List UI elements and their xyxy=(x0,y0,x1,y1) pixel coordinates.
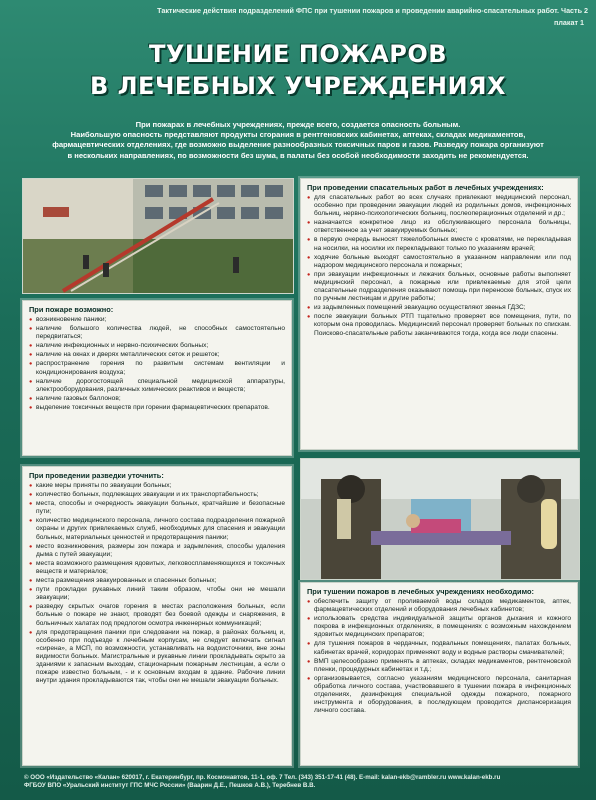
list-item: ● распространение горения по развитым системам вентиляции и кондиционирования воздуха; xyxy=(29,360,285,376)
list-necessary xyxy=(307,598,571,715)
list-item: ● для предотвращения паники при следовании на пожар, в районах больниц и, особенно при подъезде к лечебным корпусам, не следует включать сигнал «сирена», а МСП, по возможности, устанавливать на водоисточники, вне зоны видимости больных. Магистральные и рукавные линии прокладывать скрыто за зданиями к запасным выходам, стационарным пожарным лестницам, а если о пожаре известно больным, - и к основным входам в здание. Рабочие линии внутри здания прокладываются так, чтобы они не мешали эвакуации больных. xyxy=(29,629,285,686)
panel-recon xyxy=(22,466,292,766)
plakat-number: плакат 1 xyxy=(553,18,584,27)
list-item: ● количество больных, подлежащих эвакуации и их транспортабельность; xyxy=(29,491,285,499)
list-item: ● возникновение паники; xyxy=(29,316,285,324)
photo-firefighters-carrying-patient xyxy=(300,458,580,580)
panel-necessary-title: При тушении пожаров в лечебных учреждениях необходимо: xyxy=(307,587,534,596)
intro-line: Наибольшую опасность представляют продукты сгорания в рентгеновских кабинетах, аптеках, складах медикаментов, xyxy=(70,130,526,140)
list-possible xyxy=(29,316,285,412)
list-item: ● количество медицинского персонала, личного состава подразделения пожарной охраны и других привлекаемых служб, необходимых для спасения и эвакуации больных, материальных ценностей и предотвращения паники; xyxy=(29,517,285,541)
list-item: ● использовать средства индивидуальной защиты органов дыхания и кожного покрова в инфекционных отделениях, в помещениях с возможным нахождением ядовитых медицинских препаратов; xyxy=(307,615,571,639)
list-item: ● наличие дорогостоящей специальной медицинской аппаратуры, электрооборудования, различных химических реактивов и веществ; xyxy=(29,378,285,394)
intro-line: При пожарах в лечебных учреждениях, прежде всего, создается опасность больным. xyxy=(135,120,461,129)
list-item: ● назначается конкретное лицо из обслуживающего персонала больницы, ответственное за учет эвакуируемых больных; xyxy=(307,219,571,235)
list-item: ● места размещения эвакуированных и спасенных больных; xyxy=(29,577,285,585)
list-item: ● выделение токсичных веществ при горении фармацевтических препаратов. xyxy=(29,404,285,412)
list-item: ● место возникновения, размеры зон пожара и задымления, способы удаления дыма с путей эвакуации; xyxy=(29,543,285,559)
list-item: ● для спасательных работ во всех случаях привлекают медицинский персонал, особенно при проведении эвакуации людей из родильных домов, инфекционных больниц, нервно-психологических больниц, послеоперационных отделений и др.; xyxy=(307,194,571,218)
panel-rescue-title: При проведении спасательных работ в лечебных учреждениях: xyxy=(307,183,544,192)
footer-authors: ФГБОУ ВПО «Уральский институт ГПС МЧС России» (Ваарин Д.Е., Пешков А.В.), Теребнев В.В. xyxy=(24,782,316,789)
footer xyxy=(24,774,584,790)
list-item: ● наличие большого количества людей, не способных самостоятельно передвигаться; xyxy=(29,325,285,341)
hospital-evacuation-illustration xyxy=(23,179,293,293)
panel-necessary xyxy=(300,582,578,766)
panel-recon-title: При проведении разведки уточнить: xyxy=(29,471,164,480)
footer-publisher: © ООО «Издательство «Калан» 620017, г. Екатеринбург, пр. Космонавтов, 11-1, оф. 7 Тел. (343) 351-17-41 (48). E-mail: kalan-ekb@rambler.ru www.kalan-ekb.ru xyxy=(24,774,501,781)
list-item: ● для тушения пожаров в чердачных, подвальных помещениях, палатах больных, кабинетах врачей, коридорах применяют воду и водные растворы смачивателей; xyxy=(307,640,571,656)
list-item: ● из задымленных помещений эвакуацию осуществляют звенья ГДЗС; xyxy=(307,304,571,312)
panel-possible xyxy=(22,300,292,456)
panel-possible-title: При пожаре возможно: xyxy=(29,305,114,314)
intro-line: в нескольких направлениях, по возможности без шума, в палаты без особой необходимости заходить не рекомендуется. xyxy=(67,150,529,160)
intro-line: фармацевтических отделениях, где возможно выделение разнообразных токсичных паров и газов. Разведку пожара организуют xyxy=(52,140,544,150)
list-item: ● ВМП целесообразно применять в аптеках, складах медикаментов, рентгеновской пленки, процедурных кабинетах и т.д.; xyxy=(307,658,571,674)
list-item: ● места, способы и очередность эвакуации больных, кратчайшие и безопасные пути; xyxy=(29,500,285,516)
list-item: ● пути прокладки рукавных линий таким образом, чтобы они не мешали эвакуации; xyxy=(29,586,285,602)
photo-hospital-evacuation xyxy=(22,178,294,294)
list-item: ● наличие инфекционных и нервно-психических больных; xyxy=(29,342,285,350)
poster-title-line1: ТУШЕНИЕ ПОЖАРОВ xyxy=(148,40,448,68)
panel-rescue xyxy=(300,178,578,450)
list-item: ● наличие газовых баллонов; xyxy=(29,395,285,403)
intro-text xyxy=(32,120,564,161)
header-subtitle: Тактические действия подразделений ФПС при тушении пожаров и проведении аварийно-спасательных работ. Часть 2 xyxy=(157,6,588,15)
list-item: ● в первую очередь выносят тяжелобольных вместе с кроватями, не перекладывая на носилки, на носилки их перекладывают только по указаниям врачей; xyxy=(307,236,571,252)
list-item: ● обеспечить защиту от проливаемой воды складов медикаментов, аптек, фармацевтических отделений и оборудования лечебных кабинетов; xyxy=(307,598,571,614)
list-item: ● организовывается, согласно указаниям медицинского персонала, санитарная обработка личного состава, участвовавшего в тушении пожара в инфекционных отделениях, дезинфекция специальной одежды пожарного, пожарного инструмента и оборудования, в последующем проводится диспансеризация личного состава. xyxy=(307,675,571,715)
list-item: ● места возможного размещения ядовитых, легковоспламеняющихся и токсичных веществ и материалов; xyxy=(29,560,285,576)
list-item: ● ходячие больные выходят самостоятельно в указанном направлении или под надзором медицинского персонала и пожарных; xyxy=(307,254,571,270)
list-item: ● при эвакуации инфекционных и лежачих больных, основные работы выполняет медицинский персонал, а пожарные или привлекаемые для этой цели спасательные подразделения оказывают помощь при переноске больных, спуск их по ручным лестницам и другие работы; xyxy=(307,271,571,303)
list-item: ● разведку скрытых очагов горения в местах расположения больных, если больные о пожаре не знают, проводят без боевой одежды и снаряжения, в больничных халатах под предлогом осмотра инженерных коммуникаций; xyxy=(29,603,285,627)
list-item: ● наличие на окнах и дверях металлических сеток и решеток; xyxy=(29,351,285,359)
poster-title-line2: В ЛЕЧЕБНЫХ УЧРЕЖДЕНИЯХ xyxy=(89,72,507,100)
list-item: ● какие меры приняты по эвакуации больных; xyxy=(29,482,285,490)
list-recon xyxy=(29,482,285,685)
list-rescue xyxy=(307,194,571,338)
firefighters-illustration xyxy=(301,459,579,579)
list-item: ● после эвакуации больных РТП тщательно проверяет все помещения, пути, по которым она проводилась. Медицинский персонал проверяет больных по спискам. Поисково-спасательные работы заканчиваются тогда, когда все люди спасены. xyxy=(307,313,571,337)
